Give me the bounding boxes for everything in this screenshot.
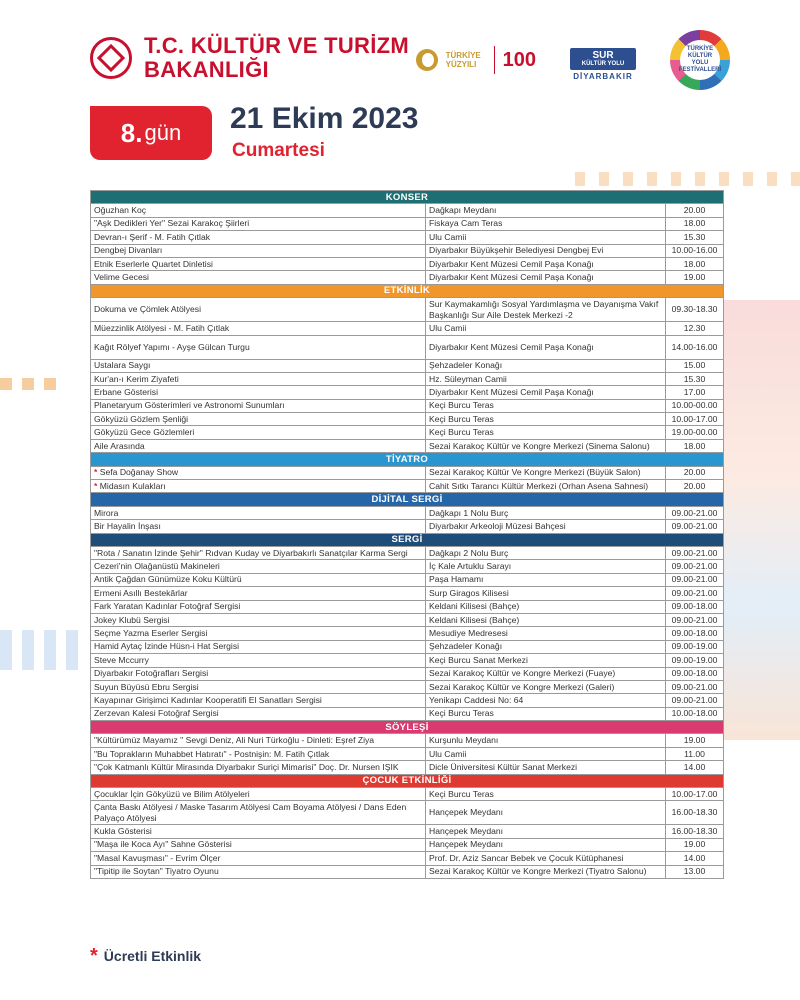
event-row — [91, 506, 724, 519]
event-name-cell — [91, 865, 426, 878]
event-time: 09.00-18.00 — [666, 600, 724, 613]
event-venue: Sezai Karakoç Kültür ve Kongre Merkezi (Sinema Salonu) — [426, 439, 666, 452]
event-venue: Ulu Camii — [426, 747, 666, 760]
event-row — [91, 399, 724, 412]
event-venue: Hz. Süleyman Camii — [426, 372, 666, 385]
event-row — [91, 801, 724, 825]
event-time: 09.00-21.00 — [666, 694, 724, 707]
event-venue: Diyarbakır Kent Müzesi Cemil Paşa Konağı — [426, 271, 666, 284]
event-time: 18.00 — [666, 257, 724, 270]
event-time: 16.00-18.30 — [666, 801, 724, 825]
event-venue: Ulu Camii — [426, 231, 666, 244]
event-venue: Keçi Burcu Teras — [426, 788, 666, 801]
event-name-cell — [91, 466, 426, 479]
ministry-name — [144, 34, 409, 82]
event-venue: Mesudiye Medresesi — [426, 627, 666, 640]
event-name: Kukla Gösterisi — [94, 826, 152, 837]
event-name-cell — [91, 640, 426, 653]
event-name: Hamid Aytaç İzinde Hüsn-i Hat Sergisi — [94, 641, 240, 652]
festival-logo — [670, 30, 730, 90]
event-venue: Prof. Dr. Aziz Sancar Bebek ve Çocuk Kütüphanesi — [426, 852, 666, 865]
event-venue: Dicle Üniversitesi Kültür Sanat Merkezi — [426, 761, 666, 774]
event-name-cell — [91, 335, 426, 359]
event-row — [91, 747, 724, 760]
event-row — [91, 359, 724, 372]
event-row — [91, 372, 724, 385]
event-name-cell — [91, 707, 426, 720]
event-row — [91, 322, 724, 335]
event-name-cell — [91, 761, 426, 774]
paid-legend-label: Ücretli Etkinlik — [103, 948, 202, 964]
event-time: 10.00-18.00 — [666, 707, 724, 720]
event-name: Jokey Klubü Sergisi — [94, 614, 170, 625]
section-header-row — [91, 191, 724, 204]
bg-deco-right-castle — [720, 300, 800, 740]
event-row — [91, 439, 724, 452]
event-time: 09.00-21.00 — [666, 560, 724, 573]
event-name: Planetaryum Gösterimleri ve Astronomi Sunumları — [94, 400, 285, 411]
section-header-row — [91, 453, 724, 466]
event-name-cell — [91, 520, 426, 533]
event-time: 20.00 — [666, 466, 724, 479]
event-time: 19.00 — [666, 838, 724, 851]
event-venue: Keçi Burcu Teras — [426, 707, 666, 720]
event-time: 15.30 — [666, 372, 724, 385]
day-word: gün — [144, 120, 182, 145]
event-venue: Şehzadeler Konağı — [426, 359, 666, 372]
event-row — [91, 271, 724, 284]
event-name: Bir Hayalin İnşası — [94, 520, 161, 531]
paid-star-icon: * — [90, 945, 98, 967]
event-name-cell — [91, 271, 426, 284]
event-venue: Diyarbakır Büyükşehir Belediyesi Dengbej Evi — [426, 244, 666, 257]
event-row — [91, 413, 724, 426]
event-name-cell — [91, 359, 426, 372]
event-venue: Ulu Camii — [426, 322, 666, 335]
event-time: 10.00-16.00 — [666, 244, 724, 257]
event-time: 14.00 — [666, 852, 724, 865]
event-name-cell — [91, 801, 426, 825]
event-name-cell — [91, 587, 426, 600]
event-row — [91, 520, 724, 533]
event-name: Devran-ı Şerif - M. Fatih Çıtlak — [94, 231, 211, 242]
event-time: 13.00 — [666, 865, 724, 878]
event-row — [91, 587, 724, 600]
event-name-cell — [91, 204, 426, 217]
ministry-name-line1: T.C. KÜLTÜR VE TURİZM — [144, 33, 409, 58]
day-badge — [90, 106, 212, 160]
turkiye-yuzyili-logo — [416, 46, 536, 74]
section-title: ÇOCUK ETKİNLİĞİ — [91, 774, 724, 787]
event-name-cell — [91, 694, 426, 707]
event-row — [91, 627, 724, 640]
event-row — [91, 707, 724, 720]
event-venue: Dağkapı Meydanı — [426, 204, 666, 217]
event-time: 09.00-19.00 — [666, 640, 724, 653]
event-row — [91, 480, 724, 493]
event-venue: Dağkapı 1 Nolu Burç — [426, 506, 666, 519]
bg-deco-orange-stripes — [575, 172, 800, 186]
event-row — [91, 694, 724, 707]
event-row — [91, 546, 724, 559]
event-name: Dengbej Divanları — [94, 245, 163, 256]
event-row — [91, 217, 724, 230]
event-name: Suyun Büyüsü Ebru Sergisi — [94, 681, 199, 692]
event-name: "Rota / Sanatın İzinde Şehir" Rıdvan Kuday ve Diyarbakırlı Sanatçılar Karma Sergi — [94, 547, 408, 558]
event-time: 12.30 — [666, 322, 724, 335]
event-name-cell — [91, 372, 426, 385]
event-time: 09.00-21.00 — [666, 573, 724, 586]
event-name-cell — [91, 788, 426, 801]
kultur-yolu-text: KÜLTÜR YOLU — [581, 60, 625, 67]
event-name-cell — [91, 506, 426, 519]
event-time: 18.00 — [666, 217, 724, 230]
event-name-cell — [91, 747, 426, 760]
event-time: 09.00-21.00 — [666, 520, 724, 533]
event-name-cell — [91, 257, 426, 270]
event-name: Zerzevan Kalesi Fotoğraf Sergisi — [94, 708, 219, 719]
event-name-cell — [91, 386, 426, 399]
event-row — [91, 244, 724, 257]
event-time: 09.00-21.00 — [666, 506, 724, 519]
event-name: "Maşa ile Koca Ayı" Sahne Gösterisi — [94, 839, 232, 850]
event-name-cell — [91, 838, 426, 851]
event-row — [91, 865, 724, 878]
event-venue: İç Kale Artuklu Sarayı — [426, 560, 666, 573]
event-venue: Diyarbakır Kent Müzesi Cemil Paşa Konağı — [426, 386, 666, 399]
event-venue: Keldani Kilisesi (Bahçe) — [426, 600, 666, 613]
event-row — [91, 204, 724, 217]
event-row — [91, 613, 724, 626]
event-row — [91, 654, 724, 667]
crescent-icon — [416, 49, 438, 71]
event-venue: Keçi Burcu Teras — [426, 399, 666, 412]
section-title: ETKİNLİK — [91, 284, 724, 297]
event-venue: Paşa Hamamı — [426, 573, 666, 586]
event-name-cell — [91, 573, 426, 586]
event-name-cell — [91, 546, 426, 559]
event-name: "Aşk Dedikleri Yer" Sezai Karakoç Şiirleri — [94, 218, 250, 229]
event-venue: Hançepek Meydanı — [426, 825, 666, 838]
event-time: 09.00-21.00 — [666, 680, 724, 693]
festival-logo-text: TÜRKİYE KÜLTÜR YOLU FESTİVALLERİ — [680, 40, 720, 80]
event-name-cell — [91, 413, 426, 426]
event-time: 09.00-21.00 — [666, 546, 724, 559]
event-time: 09.30-18.30 — [666, 298, 724, 322]
event-venue: Sezai Karakoç Kültür Ve Kongre Merkezi (Büyük Salon) — [426, 466, 666, 479]
event-venue: Sur Kaymakamlığı Sosyal Yardımlaşma ve Dayanışma Vakıf Başkanlığı Sur Aile Destek Merkezi -2 — [426, 298, 666, 322]
event-time: 20.00 — [666, 480, 724, 493]
event-name: Aile Arasında — [94, 440, 145, 451]
schedule-table — [90, 190, 724, 879]
event-name: Çanta Baskı Atölyesi / Maske Tasarım Atölyesi Cam Boyama Atölyesi / Dans Eden Palyaço Atölyesi — [94, 801, 407, 823]
event-row — [91, 386, 724, 399]
bg-deco-left-blue — [0, 630, 80, 670]
section-title: DİJİTAL SERGİ — [91, 493, 724, 506]
event-row — [91, 335, 724, 359]
event-name: Diyarbakır Fotoğrafları Sergisi — [94, 668, 209, 679]
event-name: Midasın Kulakları — [99, 480, 166, 491]
paid-marker-icon: * — [94, 467, 98, 478]
event-row — [91, 734, 724, 747]
event-venue: Dağkapı 2 Nolu Burç — [426, 546, 666, 559]
event-name: Müezzinlik Atölyesi - M. Fatih Çıtlak — [94, 322, 230, 333]
event-name-cell — [91, 600, 426, 613]
event-time: 14.00-16.00 — [666, 335, 724, 359]
section-header-row — [91, 284, 724, 297]
date-title: 21 Ekim 2023 — [230, 102, 419, 135]
event-name: Kağıt Rölyef Yapımı - Ayşe Gülcan Turgu — [94, 341, 250, 352]
event-name-cell — [91, 426, 426, 439]
event-time: 09.00-21.00 — [666, 613, 724, 626]
event-venue: Hançepek Meydanı — [426, 801, 666, 825]
event-time: 11.00 — [666, 747, 724, 760]
event-name: Cezeri'nin Olağanüstü Makineleri — [94, 561, 220, 572]
section-title: SÖYLEŞİ — [91, 721, 724, 734]
event-name: Ermeni Asıllı Bestekârlar — [94, 587, 188, 598]
event-time: 16.00-18.30 — [666, 825, 724, 838]
event-name-cell — [91, 667, 426, 680]
event-name: "Tipitip ile Soytan" Tiyatro Oyunu — [94, 866, 219, 877]
event-row — [91, 788, 724, 801]
event-time: 09.00-21.00 — [666, 587, 724, 600]
event-row — [91, 573, 724, 586]
event-name-cell — [91, 298, 426, 322]
event-name-cell — [91, 852, 426, 865]
event-row — [91, 667, 724, 680]
event-name-cell — [91, 734, 426, 747]
ministry-emblem-icon — [90, 37, 132, 79]
event-name: Etnik Eserlerle Quartet Dinletisi — [94, 258, 213, 269]
event-venue: Diyarbakır Kent Müzesi Cemil Paşa Konağı — [426, 335, 666, 359]
event-name: Ustalara Saygı — [94, 360, 151, 371]
event-venue: Diyarbakır Kent Müzesi Cemil Paşa Konağı — [426, 257, 666, 270]
section-title: SERGİ — [91, 533, 724, 546]
event-venue: Sezai Karakoç Kültür ve Kongre Merkezi (Fuaye) — [426, 667, 666, 680]
city-name: DİYARBAKIR — [573, 71, 633, 81]
paid-marker-icon: * — [94, 480, 98, 491]
event-venue: Sezai Karakoç Kültür ve Kongre Merkezi (Galeri) — [426, 680, 666, 693]
event-name-cell — [91, 560, 426, 573]
event-name: Steve Mccurry — [94, 654, 149, 665]
turkiye-yuzyili-text: TÜRKİYE YÜZYILI — [445, 51, 481, 69]
event-row — [91, 257, 724, 270]
event-row — [91, 426, 724, 439]
sur-kultur-yolu-logo — [570, 40, 636, 81]
event-venue: Yenikapı Caddesi No: 64 — [426, 694, 666, 707]
section-header-row — [91, 533, 724, 546]
bg-deco-left-orange — [0, 378, 60, 390]
event-name-cell — [91, 654, 426, 667]
event-venue: Cahit Sıtkı Tarancı Kültür Merkezi (Orhan Asena Sahnesi) — [426, 480, 666, 493]
section-title: KONSER — [91, 191, 724, 204]
event-time: 19.00 — [666, 734, 724, 747]
event-name-cell — [91, 613, 426, 626]
section-header-row — [91, 774, 724, 787]
event-time: 10.00-17.00 — [666, 413, 724, 426]
event-time: 20.00 — [666, 204, 724, 217]
event-name: Mirora — [94, 507, 119, 518]
event-name: "Kültürümüz Mayamız " Sevgi Deniz, Ali Nuri Türkoğlu - Dinleti: Eşref Ziya — [94, 735, 375, 746]
event-venue: Surp Giragos Kilisesi — [426, 587, 666, 600]
event-name-cell — [91, 627, 426, 640]
event-name-cell — [91, 244, 426, 257]
event-venue: Şehzadeler Konağı — [426, 640, 666, 653]
event-name: Gökyüzü Gece Gözlemleri — [94, 427, 195, 438]
event-time: 10.00-00.00 — [666, 399, 724, 412]
ministry-header — [90, 34, 409, 82]
event-venue: Keçi Burcu Teras — [426, 426, 666, 439]
event-name: Kur'an-ı Kerim Ziyafeti — [94, 373, 179, 384]
event-name: Dokuma ve Çömlek Atölyesi — [94, 304, 201, 315]
event-name: Kayapınar Girişimci Kadınlar Kooperatifi El Sanatları Sergisi — [94, 694, 322, 705]
paid-legend — [90, 945, 202, 967]
event-name-cell — [91, 399, 426, 412]
event-row — [91, 600, 724, 613]
event-name: "Bu Toprakların Muhabbet Hatıratı" - Postnişin: M. Fatih Çıtlak — [94, 748, 330, 759]
event-name: Çocuklar İçin Gökyüzü ve Bilim Atölyeleri — [94, 788, 250, 799]
event-time: 15.00 — [666, 359, 724, 372]
event-time: 09.00-18.00 — [666, 667, 724, 680]
event-venue: Keçi Burcu Teras — [426, 413, 666, 426]
event-row — [91, 761, 724, 774]
event-name-cell — [91, 217, 426, 230]
event-venue: Kurşunlu Meydanı — [426, 734, 666, 747]
event-row — [91, 560, 724, 573]
event-time: 09.00-18.00 — [666, 627, 724, 640]
event-row — [91, 825, 724, 838]
event-time: 09.00-19.00 — [666, 654, 724, 667]
event-row — [91, 680, 724, 693]
event-row — [91, 466, 724, 479]
event-venue: Fiskaya Cam Teras — [426, 217, 666, 230]
event-time: 10.00-17.00 — [666, 788, 724, 801]
event-time: 19.00 — [666, 271, 724, 284]
section-title: TİYATRO — [91, 453, 724, 466]
event-time: 19.00-00.00 — [666, 426, 724, 439]
event-row — [91, 640, 724, 653]
event-name: Sefa Doğanay Show — [99, 467, 179, 478]
event-name: "Çok Katmanlı Kültür Mirasında Diyarbakır Suriçi Mimarisi" Doç. Dr. Nursen IŞIK — [94, 761, 399, 772]
event-venue: Keçi Burcu Sanat Merkezi — [426, 654, 666, 667]
event-row — [91, 298, 724, 322]
schedule-body — [91, 191, 724, 879]
weekday: Cumartesi — [232, 140, 325, 161]
event-name-cell — [91, 322, 426, 335]
event-name: Seçme Yazma Eserler Sergisi — [94, 628, 208, 639]
event-name-cell — [91, 231, 426, 244]
event-time: 14.00 — [666, 761, 724, 774]
day-number: 8. — [120, 117, 143, 148]
event-venue: Sezai Karakoç Kültür ve Kongre Merkezi (Tiyatro Salonu) — [426, 865, 666, 878]
section-header-row — [91, 721, 724, 734]
event-name-cell — [91, 680, 426, 693]
event-venue: Keldani Kilisesi (Bahçe) — [426, 613, 666, 626]
section-header-row — [91, 493, 724, 506]
event-name: Velime Gecesi — [94, 272, 149, 283]
event-row — [91, 852, 724, 865]
event-time: 18.00 — [666, 439, 724, 452]
event-time: 15.30 — [666, 231, 724, 244]
event-row — [91, 838, 724, 851]
event-name: "Masal Kavuşması" - Evrim Ölçer — [94, 852, 221, 863]
event-venue: Hançepek Meydanı — [426, 838, 666, 851]
event-name-cell — [91, 825, 426, 838]
event-name: Oğuzhan Koç — [94, 205, 147, 216]
event-name: Erbane Gösterisi — [94, 386, 159, 397]
event-venue: Diyarbakır Arkeoloji Müzesi Bahçesi — [426, 520, 666, 533]
centenary-logo: 100 — [502, 49, 536, 71]
event-time: 17.00 — [666, 386, 724, 399]
sur-text: SUR — [592, 49, 614, 61]
event-row — [91, 231, 724, 244]
partner-logos — [416, 30, 730, 90]
event-name-cell — [91, 439, 426, 452]
event-name-cell — [91, 480, 426, 493]
event-name: Gökyüzü Gözlem Şenliği — [94, 413, 189, 424]
logo-divider — [494, 46, 495, 74]
event-name: Fark Yaratan Kadınlar Fotoğraf Sergisi — [94, 601, 241, 612]
ministry-name-line2: BAKANLIĞI — [144, 57, 269, 82]
sur-badge — [570, 48, 636, 70]
event-name: Antik Çağdan Günümüze Koku Kültürü — [94, 574, 242, 585]
